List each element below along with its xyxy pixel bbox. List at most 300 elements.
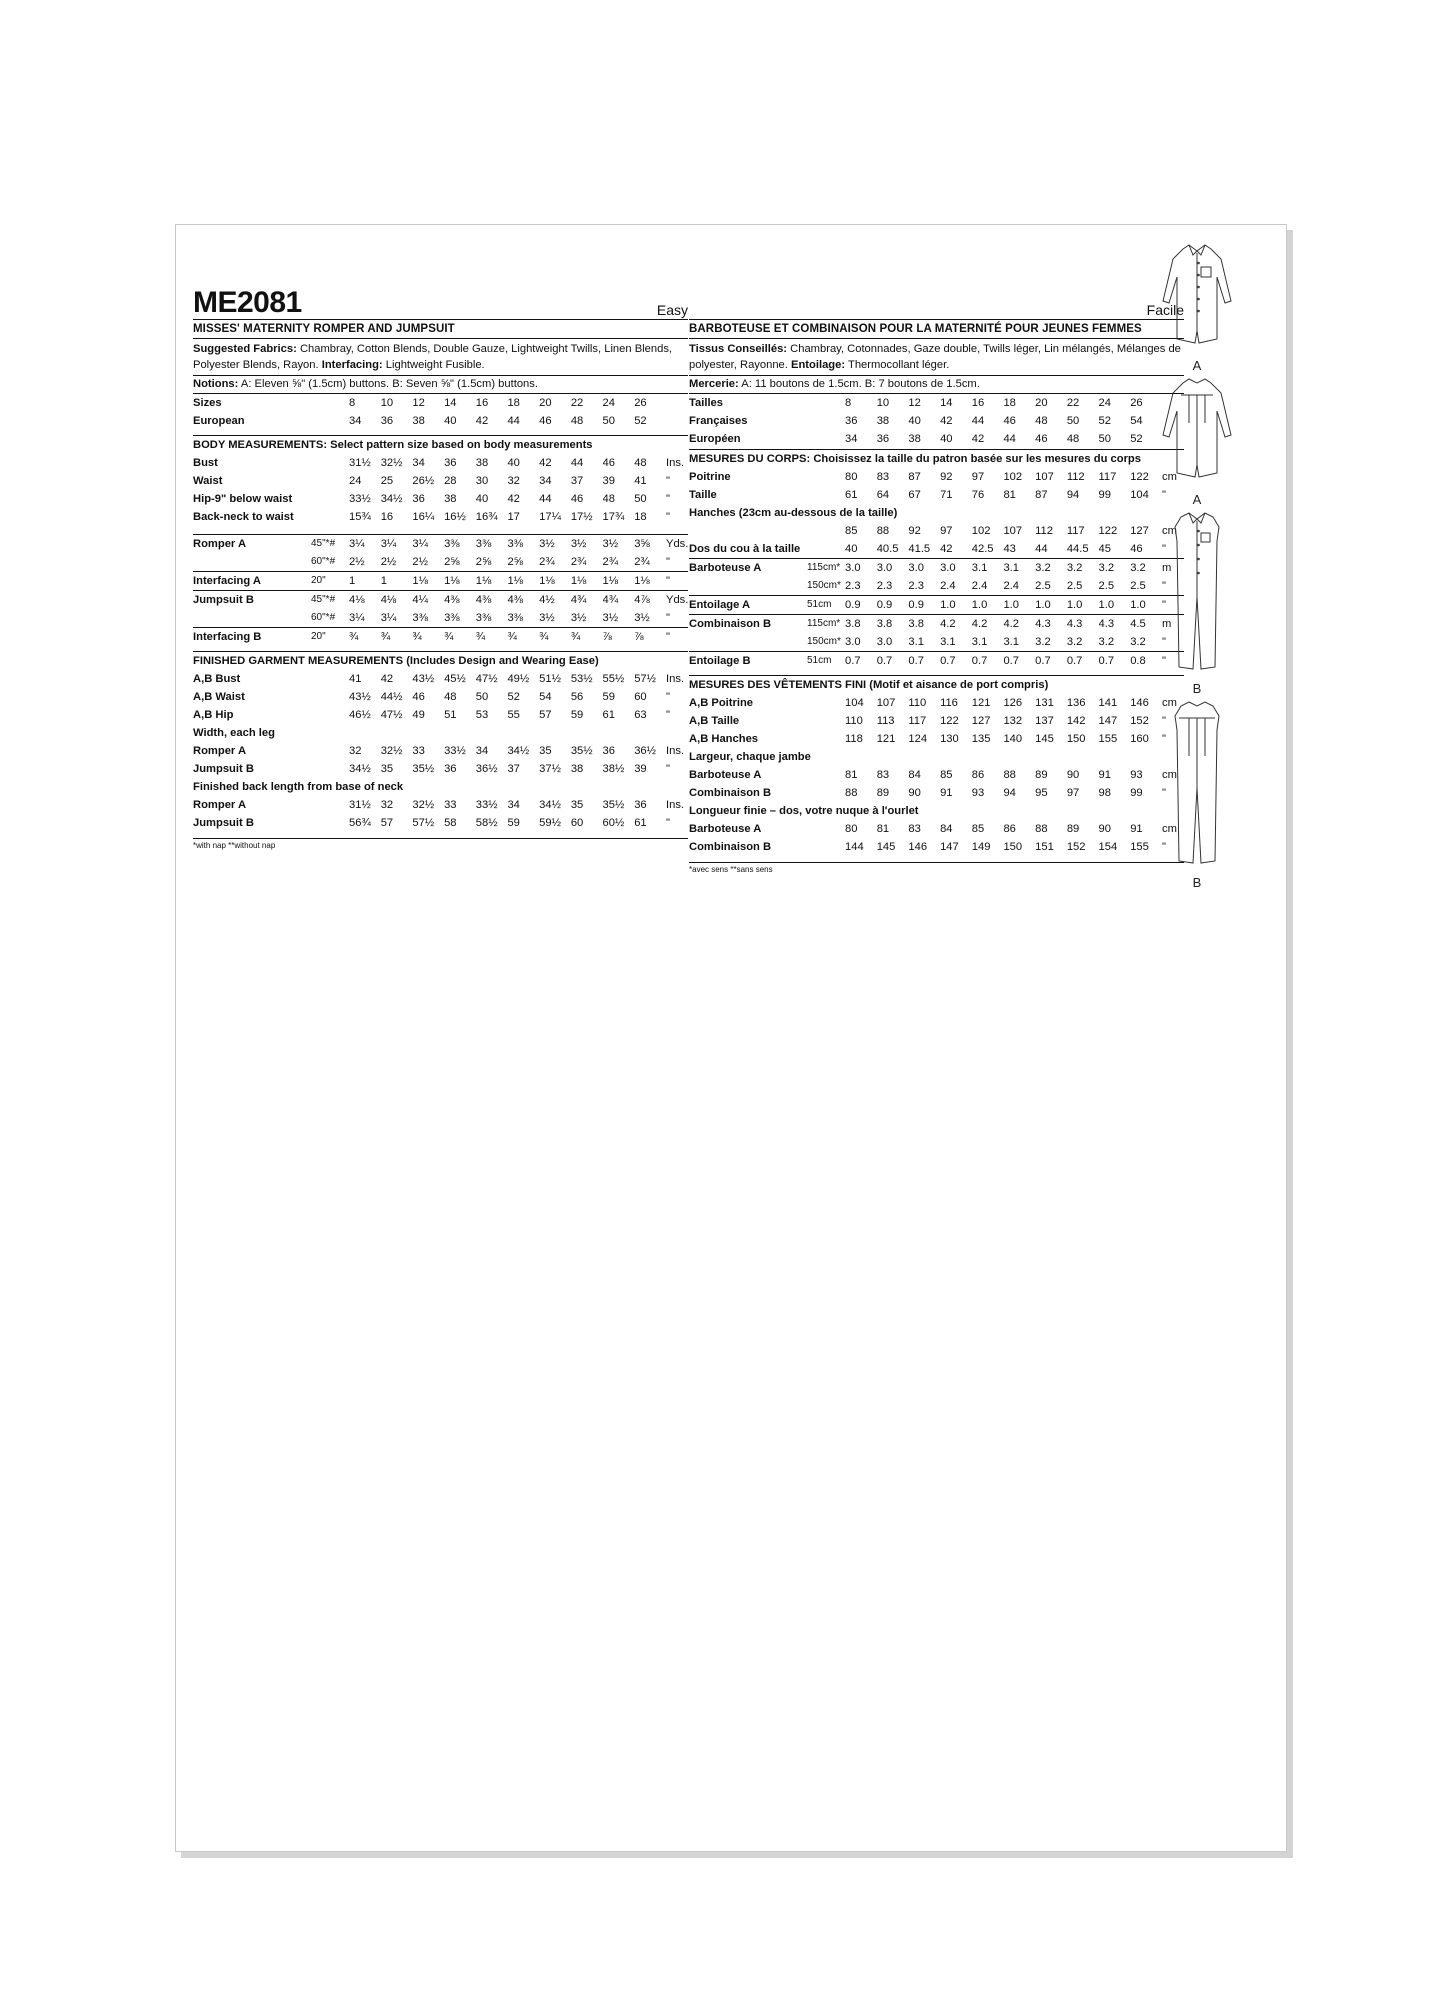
measurement-value: ¾: [539, 628, 571, 647]
measurement-value: 55½: [602, 673, 625, 685]
measurement-value: 4¼: [412, 591, 444, 610]
size-value: 52: [634, 415, 647, 427]
measurement-value: 3.2: [1067, 559, 1099, 578]
size-value: 34: [349, 415, 362, 427]
unit-cell: [666, 394, 688, 412]
measurement-value: 90: [1098, 823, 1111, 835]
table-row: [193, 814, 688, 832]
unit-label: Ins.: [666, 745, 685, 757]
notions: [193, 375, 688, 394]
fabric-width: [311, 472, 349, 490]
measurement-value: 104: [1130, 489, 1149, 501]
measurement-value: 56¾: [349, 817, 371, 829]
measurement-value: 3.1: [972, 559, 1004, 578]
measurement-value: 136: [1066, 697, 1086, 709]
measurement-value: 3.8: [908, 615, 940, 634]
measurement-value: 0.7: [972, 652, 1004, 671]
size-value: 14: [940, 397, 953, 409]
unit-label: cm: [1162, 471, 1177, 483]
row-label: A,B Taille: [689, 715, 740, 727]
sizes-label-fr: Tailles: [689, 397, 723, 409]
measurement-value: 3.2: [1098, 636, 1115, 648]
measurement-value: 28: [444, 475, 457, 487]
measurement-value: 0.7: [1003, 652, 1035, 671]
measurement-value: 99: [1130, 787, 1143, 799]
measurement-value: 131: [1035, 697, 1054, 709]
measurement-value: 1.0: [1099, 596, 1131, 615]
measurement-value: 36½: [634, 745, 656, 757]
measurement-value: 97: [971, 471, 985, 483]
table-row: [193, 535, 688, 554]
measurement-value: 80: [845, 471, 858, 483]
measurement-value: 3½: [539, 612, 555, 624]
measurement-value: 41: [634, 475, 647, 487]
suggested-fabrics-fr: [689, 338, 1184, 375]
measurement-value: 3⅜: [507, 535, 539, 554]
measurement-value: 121: [876, 733, 896, 745]
measurement-value: 40: [845, 543, 858, 555]
finished-measurements-title: FINISHED GARMENT MEASUREMENTS (Includes Design and Wearing Ease): [193, 651, 688, 670]
measurement-value: 118: [845, 733, 863, 745]
suggested-fabrics: [193, 338, 688, 375]
size-value: 44: [1003, 433, 1016, 445]
fabric-width: [807, 730, 845, 748]
measurement-value: 3.2: [1130, 559, 1162, 578]
unit-label: ": [1162, 715, 1166, 727]
fabric-width: [311, 796, 349, 814]
unit-label: ": [1162, 580, 1166, 592]
measurement-value: 1⅛: [603, 572, 635, 591]
measurement-value: 36: [412, 493, 425, 505]
row-label: [689, 633, 807, 652]
measurement-value: 135: [971, 733, 991, 745]
measurement-value: 127: [1130, 525, 1149, 537]
measurement-value: 142: [1066, 715, 1086, 727]
finished-measurements-table-fr: [689, 694, 1184, 748]
table-row: [689, 522, 1184, 540]
measurement-value: 150: [1003, 841, 1023, 853]
size-value: 48: [1066, 433, 1080, 445]
measurement-value: 110: [845, 715, 863, 727]
size-value: 14: [444, 397, 457, 409]
measurement-value: 1⅛: [507, 572, 539, 591]
measurement-value: 127: [971, 715, 991, 727]
measurement-value: 32: [380, 799, 394, 811]
fabric-width: [311, 742, 349, 760]
size-value: 20: [1035, 397, 1048, 409]
measurement-value: 152: [1066, 841, 1086, 853]
measurement-value: ¾: [412, 628, 444, 647]
size-value: 42: [971, 433, 985, 445]
size-value: 18: [1003, 397, 1016, 409]
measurement-value: 88: [876, 525, 890, 537]
size-value: 44: [507, 415, 520, 427]
measurement-value: 32: [349, 745, 362, 757]
unit-label: ": [1162, 787, 1166, 799]
measurement-value: 51½: [539, 673, 561, 685]
measurement-value: 87: [908, 471, 921, 483]
size-value: 48: [1035, 415, 1048, 427]
unit-label: m: [1162, 559, 1184, 578]
measurement-value: 94: [1003, 787, 1016, 799]
fabric-width: [807, 820, 845, 838]
measurement-value: 147: [1098, 715, 1118, 727]
row-label: A,B Waist: [193, 691, 245, 703]
measurement-value: 42: [940, 543, 953, 555]
row-label: Barboteuse A: [689, 559, 807, 578]
measurement-value: 91: [1098, 769, 1111, 781]
measurement-value: 3.1: [971, 636, 988, 648]
fabrics-label-fr: Tissus Conseillés:: [689, 343, 788, 355]
table-row: [689, 838, 1184, 856]
notions-label: Notions:: [193, 378, 239, 390]
measurement-value: 113: [876, 715, 895, 727]
fabric-width: 115cm*: [807, 615, 845, 634]
measurement-value: 35½: [412, 763, 435, 775]
measurement-value: 4¾: [571, 591, 603, 610]
measurement-value: 37½: [539, 763, 561, 775]
notions-text: A: Eleven ⅝" (1.5cm) buttons. B: Seven ⅝" (1.5cm) buttons.: [240, 378, 538, 390]
measurement-value: 33: [444, 799, 457, 811]
measurement-value: 16¼: [412, 511, 435, 523]
measurement-value: 47½: [380, 709, 403, 721]
measurement-value: 38½: [602, 763, 625, 775]
measurement-value: 3¼: [381, 535, 413, 554]
measurement-value: 57: [380, 817, 394, 829]
unit-label: ": [666, 493, 670, 505]
measurement-value: 40: [475, 493, 489, 505]
interfacing-label-fr: Entoilage:: [791, 359, 846, 371]
measurement-value: 102: [1003, 471, 1023, 483]
measurement-value: 39: [634, 763, 647, 775]
pattern-title: MISSES' MATERNITY ROMPER AND JUMPSUIT: [193, 323, 455, 335]
measurement-value: 1.0: [940, 596, 972, 615]
sizes-row-fr: [689, 394, 1184, 412]
measurement-value: 3⅜: [444, 612, 460, 624]
measurement-value: 3.2: [1099, 559, 1131, 578]
measurement-value: 3½: [571, 535, 603, 554]
size-value: 12: [908, 397, 921, 409]
measurement-value: 37: [507, 763, 520, 775]
row-label: [193, 609, 311, 628]
measurement-value: 83: [876, 471, 890, 483]
francaises-row: [689, 412, 1184, 430]
measurement-value: 2.5: [1098, 580, 1115, 592]
table-row: [193, 742, 688, 760]
measurement-value: 93: [1130, 769, 1143, 781]
size-value: 24: [1098, 397, 1111, 409]
measurement-value: 152: [1130, 715, 1149, 727]
measurement-value: 3⅜: [475, 612, 492, 624]
measurement-value: 0.7: [1099, 652, 1131, 671]
measurement-value: 36: [602, 745, 615, 757]
difficulty-level: Easy: [656, 302, 688, 318]
size-value: 20: [539, 397, 552, 409]
yardage-table-fr: [689, 558, 1184, 670]
fabric-width: [807, 468, 845, 486]
measurement-value: 33½: [444, 745, 466, 757]
table-row: [193, 628, 688, 647]
measurement-value: 26½: [412, 475, 435, 487]
row-label: Barboteuse A: [689, 769, 762, 781]
size-value: 8: [349, 397, 356, 409]
row-label: Romper A: [193, 535, 311, 554]
table-row: [193, 490, 688, 508]
size-value: 38: [908, 433, 921, 445]
measurement-value: 55: [507, 709, 520, 721]
measurement-value: 52: [507, 691, 520, 703]
measurement-value: 60: [570, 817, 584, 829]
measurement-value: 1.0: [1067, 596, 1099, 615]
europeen-row: [689, 430, 1184, 448]
fabric-width: [807, 784, 845, 802]
row-label: [689, 577, 807, 596]
measurement-value: 2¾: [539, 556, 555, 568]
measurement-value: 2¾: [602, 556, 619, 568]
table-row: [689, 784, 1184, 802]
sketch-jumpsuit-back: [1159, 696, 1235, 890]
measurement-value: 85: [971, 823, 985, 835]
sketch-romper-back: [1159, 373, 1235, 507]
measurement-value: 92: [940, 471, 953, 483]
measurement-value: 38: [475, 457, 489, 469]
size-value: 50: [1066, 415, 1080, 427]
measurement-value: 2.4: [1003, 580, 1019, 592]
notions-fr: [689, 375, 1184, 394]
measurement-value: 30: [475, 475, 489, 487]
measurement-value: 61: [602, 709, 615, 721]
size-value: 36: [845, 415, 858, 427]
measurement-value: 3.2: [1066, 636, 1083, 648]
fabric-width: 60"*#: [311, 556, 336, 567]
measurement-value: 45½: [444, 673, 466, 685]
row-label: A,B Poitrine: [689, 697, 754, 709]
unit-label: ": [666, 556, 670, 568]
measurement-value: 130: [940, 733, 959, 745]
measurement-value: 3.2: [1035, 559, 1067, 578]
back-length-table: [193, 796, 688, 832]
measurement-value: 56: [570, 691, 584, 703]
measurement-value: 18: [634, 511, 647, 523]
measurement-value: 15¾: [349, 511, 371, 523]
row-label: Barboteuse A: [689, 823, 762, 835]
measurement-value: ¾: [381, 628, 413, 647]
measurement-value: ⅞: [634, 628, 666, 647]
leg-width-table-fr: [689, 766, 1184, 802]
table-row: [689, 694, 1184, 712]
table-row: [689, 820, 1184, 838]
difficulty-level-fr: Facile: [1146, 302, 1184, 318]
size-value: 24: [602, 397, 615, 409]
measurement-value: 1.0: [1130, 596, 1162, 615]
measurement-value: 17½: [570, 511, 593, 523]
measurement-value: 122: [1098, 525, 1118, 537]
measurement-value: 4⅛: [349, 591, 381, 610]
measurement-value: 124: [908, 733, 928, 745]
measurement-value: 89: [876, 787, 890, 799]
measurement-value: 35: [380, 763, 394, 775]
footnote-fr: *avec sens **sans sens: [689, 862, 1184, 877]
table-row: [689, 559, 1184, 578]
measurement-value: 3⅜: [412, 612, 428, 624]
measurement-value: 41.5: [908, 543, 931, 555]
table-row: [689, 712, 1184, 730]
unit-label: cm: [1162, 769, 1177, 781]
measurement-value: 0.7: [940, 652, 972, 671]
table-row: [689, 468, 1184, 486]
measurement-value: 3½: [634, 612, 650, 624]
fabric-width: 150cm*: [807, 636, 841, 647]
measurement-value: 0.7: [908, 652, 940, 671]
fabric-width: 51cm: [807, 596, 845, 615]
unit-label: ": [1162, 596, 1184, 615]
fabric-width: [807, 486, 845, 504]
measurement-value: 2.4: [940, 580, 956, 592]
size-value: 50: [602, 415, 615, 427]
measurement-value: 4⅛: [381, 591, 413, 610]
measurement-value: 32½: [412, 799, 435, 811]
measurement-value: 3.0: [845, 636, 861, 648]
measurement-value: 39: [602, 475, 615, 487]
english-header: [193, 287, 688, 320]
measurement-value: 46: [412, 691, 425, 703]
size-value: 38: [412, 415, 425, 427]
measurement-value: 117: [1098, 471, 1117, 483]
measurement-value: 45: [1098, 543, 1111, 555]
measurement-value: 95: [1035, 787, 1048, 799]
measurement-value: 48: [634, 457, 647, 469]
size-value: 42: [475, 415, 489, 427]
measurement-value: 0.7: [1035, 652, 1067, 671]
measurement-value: ¾: [476, 628, 508, 647]
sizes-label: Sizes: [193, 397, 222, 409]
measurement-value: 50: [634, 493, 647, 505]
measurement-value: 76: [971, 489, 985, 501]
measurement-value: 50: [475, 691, 489, 703]
measurement-value: 91: [940, 787, 953, 799]
measurement-value: 4.3: [1035, 615, 1067, 634]
measurement-value: 16: [380, 511, 394, 523]
measurement-value: 2⅝: [475, 556, 492, 568]
unit-label: Ins.: [666, 799, 685, 811]
measurement-value: 36: [634, 799, 647, 811]
pattern-code: ME2081: [193, 286, 302, 319]
measurement-value: 90: [1066, 769, 1080, 781]
measurement-value: 34½: [539, 799, 561, 811]
measurement-value: 88: [1035, 823, 1048, 835]
unit-label: ": [666, 475, 670, 487]
fabric-width: [807, 838, 845, 856]
measurement-value: 59: [602, 691, 615, 703]
measurement-value: 89: [1066, 823, 1080, 835]
measurement-value: 3.8: [877, 615, 909, 634]
measurement-value: 2.4: [971, 580, 988, 592]
measurement-value: 117: [908, 715, 927, 727]
size-value: 46: [1003, 415, 1016, 427]
size-value: 36: [876, 433, 890, 445]
measurement-value: 140: [1003, 733, 1023, 745]
size-value: 36: [380, 415, 394, 427]
unit-label: Yds.: [666, 535, 688, 554]
size-value: 34: [845, 433, 858, 445]
row-label: Entoilage A: [689, 596, 807, 615]
measurement-value: 4⅜: [444, 591, 476, 610]
measurement-value: 3½: [570, 612, 587, 624]
measurement-value: 1⅛: [634, 572, 666, 591]
measurement-value: 3⅝: [634, 535, 666, 554]
measurement-value: 3.8: [845, 615, 877, 634]
measurement-value: 46: [602, 457, 615, 469]
measurement-value: 4.2: [972, 615, 1004, 634]
measurement-value: 48: [444, 691, 457, 703]
size-value: 26: [634, 397, 647, 409]
notions-text-fr: A: 11 boutons de 1.5cm. B: 7 boutons de 1.5cm.: [741, 378, 980, 390]
francaises-label: Françaises: [689, 415, 748, 427]
measurement-value: 36: [444, 457, 457, 469]
measurement-value: 59½: [539, 817, 561, 829]
measurement-value: 3¼: [349, 535, 381, 554]
measurement-value: 4.5: [1130, 615, 1162, 634]
measurement-value: 58½: [475, 817, 498, 829]
unit-label: ": [1162, 652, 1184, 671]
measurement-value: 4⅜: [507, 591, 539, 610]
measurement-value: 144: [845, 841, 864, 853]
measurement-value: 1: [349, 572, 381, 591]
measurement-value: 1.0: [1003, 596, 1035, 615]
measurement-value: 81: [845, 769, 858, 781]
row-label: Jumpsuit B: [193, 763, 254, 775]
measurement-value: 17: [507, 511, 520, 523]
measurement-value: 44½: [380, 691, 403, 703]
measurement-value: ⅞: [603, 628, 635, 647]
unit-label: ": [1162, 733, 1166, 745]
measurement-value: 155: [1098, 733, 1118, 745]
measurement-value: 3¼: [380, 612, 397, 624]
measurement-value: 80: [845, 823, 858, 835]
measurement-value: 17¾: [602, 511, 625, 523]
measurement-value: 93: [971, 787, 985, 799]
measurement-value: 0.9: [845, 596, 877, 615]
size-value: 40: [940, 433, 953, 445]
measurement-value: 46: [570, 493, 584, 505]
measurement-value: 3⅜: [444, 535, 476, 554]
measurement-value: 1: [381, 572, 413, 591]
measurement-value: ¾: [444, 628, 476, 647]
measurement-value: 86: [971, 769, 985, 781]
fabric-width: 45"*#: [311, 591, 349, 610]
measurement-value: 43½: [412, 673, 435, 685]
measurement-value: 0.9: [877, 596, 909, 615]
measurement-value: 154: [1098, 841, 1118, 853]
fabric-width: [311, 688, 349, 706]
measurement-value: 4⅜: [476, 591, 508, 610]
fabric-width: 51cm: [807, 652, 845, 671]
measurement-value: 25: [380, 475, 394, 487]
sketch-label: A: [1192, 358, 1202, 373]
table-row: [193, 553, 688, 572]
measurement-value: 63: [634, 709, 647, 721]
measurement-value: 2½: [412, 556, 428, 568]
measurement-value: 36½: [475, 763, 498, 775]
measurement-value: 92: [908, 525, 921, 537]
unit-label: ": [666, 572, 688, 591]
measurement-value: 34½: [380, 493, 403, 505]
measurement-value: 57: [539, 709, 552, 721]
width-title-fr: Largeur, chaque jambe: [689, 751, 811, 763]
measurement-value: 60: [634, 691, 647, 703]
fabric-width: [807, 766, 845, 784]
row-label: Hip-9" below waist: [193, 493, 293, 505]
